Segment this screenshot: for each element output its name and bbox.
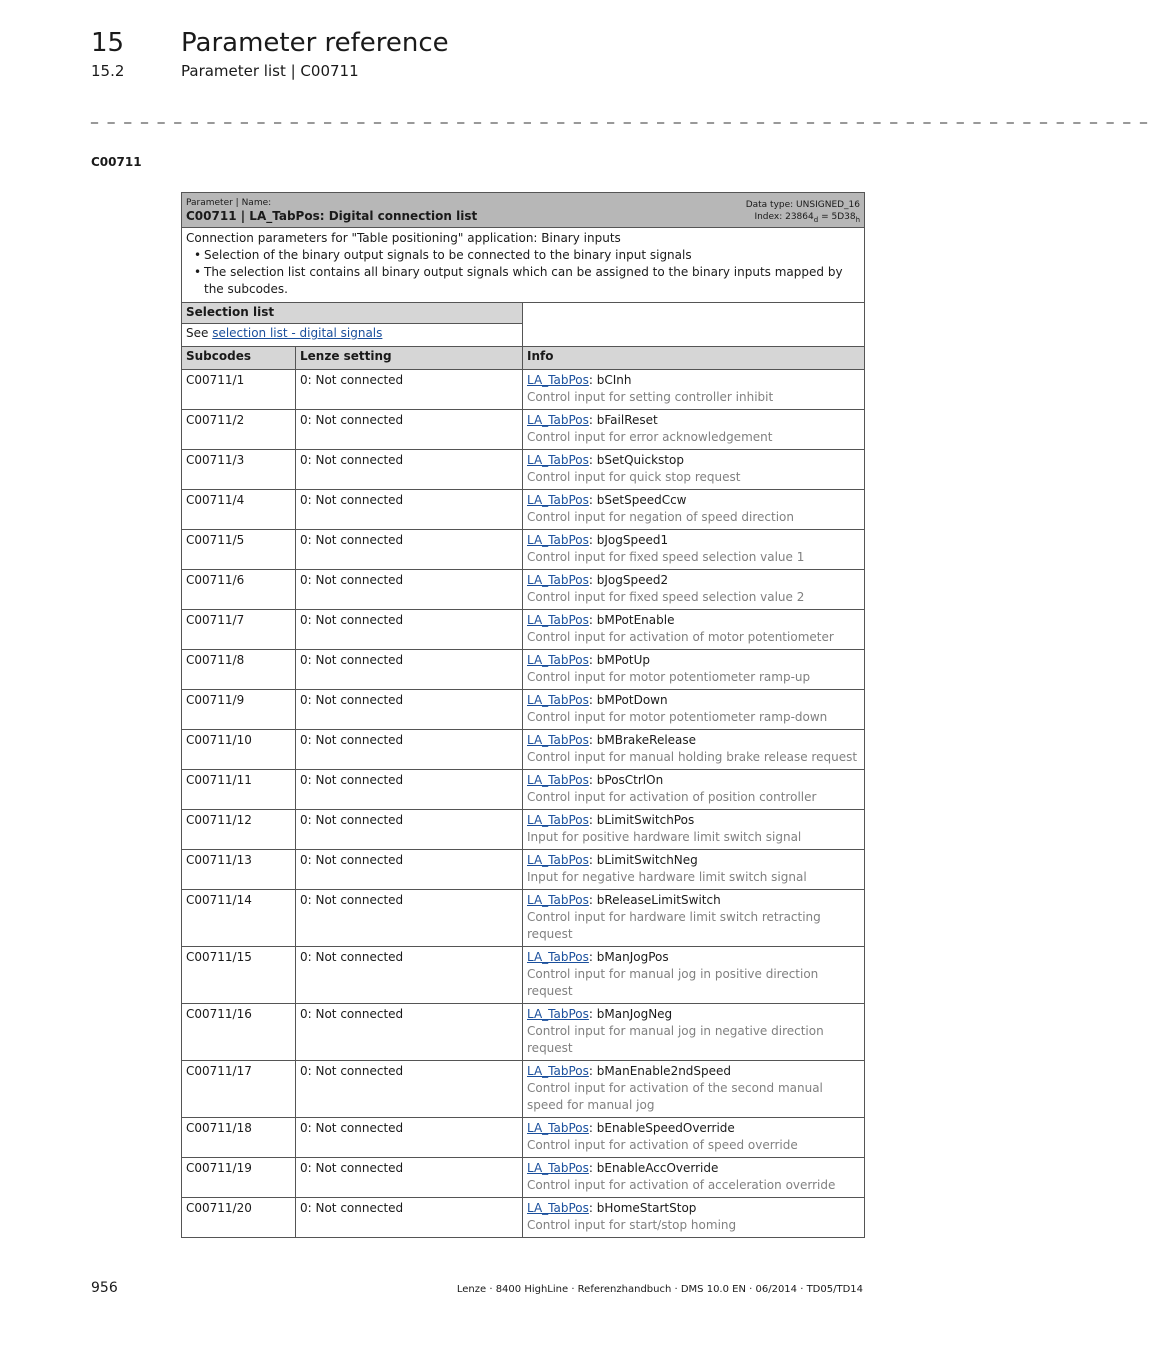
signal-name: : bManJogPos — [588, 950, 669, 964]
signal-name: : bSetSpeedCcw — [588, 493, 687, 507]
info-cell — [523, 690, 865, 730]
col-subcodes: Subcodes — [182, 347, 296, 370]
signal-description: Control input for motor potentiometer ramp-up — [527, 670, 811, 684]
info-cell — [523, 650, 865, 690]
info-cell — [523, 410, 865, 450]
signal-name: : bMPotUp — [588, 653, 650, 667]
parameter-label: Parameter | Name: — [186, 198, 272, 208]
subcode: C00711/15 — [182, 947, 296, 1004]
signal-description: Control input for hardware limit switch retracting request — [527, 910, 821, 941]
signal-name: : bJogSpeed2 — [588, 573, 669, 587]
la-tabpos-link[interactable]: LA_TabPos — [527, 1121, 589, 1135]
lenze-setting: 0: Not connected — [296, 730, 523, 770]
info-cell — [523, 947, 865, 1004]
table-row — [182, 530, 865, 570]
la-tabpos-link[interactable]: LA_TabPos — [527, 893, 589, 907]
lenze-setting: 0: Not connected — [296, 770, 523, 810]
table-row — [182, 410, 865, 450]
description-bullet: • The selection list contains all binary output signals which can be assigned to the binary inputs mapped by the subcodes. — [204, 264, 860, 298]
info-cell — [523, 370, 865, 410]
la-tabpos-link[interactable]: LA_TabPos — [527, 653, 589, 667]
signal-name: : bMPotDown — [588, 693, 668, 707]
lenze-setting: 0: Not connected — [296, 570, 523, 610]
lenze-setting: 0: Not connected — [296, 1158, 523, 1198]
table-row — [182, 770, 865, 810]
la-tabpos-link[interactable]: LA_TabPos — [527, 613, 589, 627]
data-type: Data type: UNSIGNED_16 — [745, 200, 861, 210]
selection-blank — [523, 303, 865, 347]
la-tabpos-link[interactable]: LA_TabPos — [527, 1007, 589, 1021]
table-row — [182, 890, 865, 947]
page-number: 956 — [91, 1280, 118, 1296]
subcode: C00711/9 — [182, 690, 296, 730]
parameter-description — [182, 228, 865, 303]
subcode: C00711/5 — [182, 530, 296, 570]
table-row — [182, 610, 865, 650]
info-cell — [523, 530, 865, 570]
info-cell — [523, 810, 865, 850]
subcode: C00711/10 — [182, 730, 296, 770]
description-intro: Connection parameters for "Table positioning" application: Binary inputs — [186, 231, 621, 245]
la-tabpos-link[interactable]: LA_TabPos — [527, 950, 589, 964]
parameter-table — [181, 192, 865, 1238]
description-bullet: • Selection of the binary output signals to be connected to the binary input signals — [204, 247, 860, 264]
section-title: Parameter list | C00711 — [181, 62, 359, 80]
signal-description: Control input for negation of speed direction — [527, 510, 794, 524]
table-row — [182, 450, 865, 490]
subcode: C00711/4 — [182, 490, 296, 530]
section-heading: C00711 — [91, 155, 142, 169]
chapter-title: Parameter reference — [181, 28, 449, 58]
subcode: C00711/2 — [182, 410, 296, 450]
la-tabpos-link[interactable]: LA_TabPos — [527, 453, 589, 467]
subcode: C00711/19 — [182, 1158, 296, 1198]
la-tabpos-link[interactable]: LA_TabPos — [527, 1161, 589, 1175]
table-row — [182, 1198, 865, 1238]
lenze-setting: 0: Not connected — [296, 890, 523, 947]
header-divider: _ _ _ _ _ _ _ _ _ _ _ _ _ _ _ _ _ _ _ _ _ _ _ _ _ _ _ _ _ _ _ _ _ _ _ _ _ _ _ _ _ _ _ _ _ _ _ _ _ _ _ _ _ _ _ _ _ _ _ _ _ _ _ _ — [91, 108, 1150, 124]
signal-name: : bSetQuickstop — [588, 453, 684, 467]
signal-description: Control input for manual jog in negative direction request — [527, 1024, 824, 1055]
la-tabpos-link[interactable]: LA_TabPos — [527, 853, 589, 867]
subcode: C00711/8 — [182, 650, 296, 690]
signal-description: Control input for setting controller inhibit — [527, 390, 774, 404]
table-row — [182, 1118, 865, 1158]
la-tabpos-link[interactable]: LA_TabPos — [527, 1064, 589, 1078]
lenze-setting: 0: Not connected — [296, 1004, 523, 1061]
signal-name: : bManEnable2ndSpeed — [588, 1064, 732, 1078]
subcode: C00711/6 — [182, 570, 296, 610]
signal-description: Input for negative hardware limit switch signal — [527, 870, 807, 884]
info-cell — [523, 1158, 865, 1198]
info-cell — [523, 610, 865, 650]
info-cell — [523, 450, 865, 490]
parameter-meta — [523, 193, 865, 228]
selection-list-link[interactable]: selection list - digital signals — [212, 326, 383, 340]
signal-name: : bLimitSwitchPos — [588, 813, 695, 827]
signal-name: : bPosCtrlOn — [588, 773, 664, 787]
chapter-number: 15 — [91, 28, 125, 58]
table-row — [182, 650, 865, 690]
lenze-setting: 0: Not connected — [296, 690, 523, 730]
lenze-setting: 0: Not connected — [296, 810, 523, 850]
table-row — [182, 1004, 865, 1061]
signal-name: : bEnableSpeedOverride — [588, 1121, 735, 1135]
table-row — [182, 947, 865, 1004]
table-row — [182, 730, 865, 770]
lenze-setting: 0: Not connected — [296, 490, 523, 530]
parameter-name: C00711 | LA_TabPos: Digital connection list — [186, 209, 478, 223]
signal-description: Control input for manual jog in positive direction request — [527, 967, 819, 998]
signal-description: Control input for motor potentiometer ramp-down — [527, 710, 828, 724]
la-tabpos-link[interactable]: LA_TabPos — [527, 733, 589, 747]
signal-description: Input for positive hardware limit switch signal — [527, 830, 802, 844]
subcode: C00711/1 — [182, 370, 296, 410]
lenze-setting: 0: Not connected — [296, 1198, 523, 1238]
signal-name: : bHomeStartStop — [588, 1201, 697, 1215]
selection-list-ref: See selection list - digital signals — [182, 324, 523, 347]
signal-description: Control input for fixed speed selection value 1 — [527, 550, 805, 564]
la-tabpos-link[interactable]: LA_TabPos — [527, 413, 589, 427]
info-cell — [523, 1198, 865, 1238]
signal-name: : bManJogNeg — [588, 1007, 673, 1021]
subcode: C00711/17 — [182, 1061, 296, 1118]
lenze-setting: 0: Not connected — [296, 1118, 523, 1158]
info-cell — [523, 890, 865, 947]
table-row — [182, 1061, 865, 1118]
signal-name: : bFailReset — [588, 413, 658, 427]
lenze-setting: 0: Not connected — [296, 947, 523, 1004]
section-number: 15.2 — [91, 62, 125, 80]
subcode: C00711/16 — [182, 1004, 296, 1061]
lenze-setting: 0: Not connected — [296, 850, 523, 890]
table-row — [182, 850, 865, 890]
la-tabpos-link[interactable]: LA_TabPos — [527, 1201, 589, 1215]
signal-description: Control input for fixed speed selection value 2 — [527, 590, 805, 604]
la-tabpos-link[interactable]: LA_TabPos — [527, 693, 589, 707]
info-cell — [523, 490, 865, 530]
signal-name: : bCInh — [588, 373, 632, 387]
table-row — [182, 490, 865, 530]
signal-description: Control input for activation of the second manual speed for manual jog — [527, 1081, 823, 1112]
signal-description: Control input for quick stop request — [527, 470, 741, 484]
la-tabpos-link[interactable]: LA_TabPos — [527, 493, 589, 507]
subcode: C00711/12 — [182, 810, 296, 850]
parameter-header — [182, 193, 865, 228]
signal-name: : bJogSpeed1 — [588, 533, 669, 547]
signal-description: Control input for error acknowledgement — [527, 430, 773, 444]
table-row — [182, 370, 865, 410]
la-tabpos-link[interactable]: LA_TabPos — [527, 773, 589, 787]
signal-description: Control input for activation of acceleration override — [527, 1178, 836, 1192]
info-cell — [523, 850, 865, 890]
la-tabpos-link[interactable]: LA_TabPos — [527, 373, 589, 387]
selection-list-heading: Selection list — [182, 303, 523, 324]
table-row — [182, 1158, 865, 1198]
signal-name: : bMPotEnable — [588, 613, 675, 627]
subcode: C00711/11 — [182, 770, 296, 810]
col-info: Info — [523, 347, 865, 370]
lenze-setting: 0: Not connected — [296, 370, 523, 410]
signal-name: : bMBrakeRelease — [588, 733, 697, 747]
lenze-setting: 0: Not connected — [296, 1061, 523, 1118]
info-cell — [523, 1061, 865, 1118]
subcode: C00711/20 — [182, 1198, 296, 1238]
lenze-setting: 0: Not connected — [296, 450, 523, 490]
lenze-setting: 0: Not connected — [296, 610, 523, 650]
signal-description: Control input for activation of position controller — [527, 790, 817, 804]
col-lenze-setting: Lenze setting — [296, 347, 523, 370]
signal-name: : bEnableAccOverride — [588, 1161, 719, 1175]
la-tabpos-link[interactable]: LA_TabPos — [527, 573, 589, 587]
table-row — [182, 690, 865, 730]
signal-name: : bLimitSwitchNeg — [588, 853, 698, 867]
document-info: Lenze · 8400 HighLine · Referenzhandbuch · DMS 10.0 EN · 06/2014 · TD05/TD14 — [456, 1284, 863, 1295]
lenze-setting: 0: Not connected — [296, 410, 523, 450]
la-tabpos-link[interactable]: LA_TabPos — [527, 533, 589, 547]
column-header-row — [182, 347, 865, 370]
info-cell — [523, 730, 865, 770]
info-cell — [523, 1118, 865, 1158]
subcode: C00711/18 — [182, 1118, 296, 1158]
subcode: C00711/3 — [182, 450, 296, 490]
subcode: C00711/7 — [182, 610, 296, 650]
lenze-setting: 0: Not connected — [296, 530, 523, 570]
parameter-index: Index: $23864_d = 5D38_h$ — [754, 212, 861, 224]
table-row — [182, 810, 865, 850]
signal-description: Control input for manual holding brake release request — [527, 750, 858, 764]
la-tabpos-link[interactable]: LA_TabPos — [527, 813, 589, 827]
info-cell — [523, 1004, 865, 1061]
info-cell — [523, 770, 865, 810]
signal-description: Control input for activation of motor potentiometer — [527, 630, 834, 644]
subcode: C00711/13 — [182, 850, 296, 890]
signal-description: Control input for start/stop homing — [527, 1218, 737, 1232]
lenze-setting: 0: Not connected — [296, 650, 523, 690]
subcode: C00711/14 — [182, 890, 296, 947]
signal-name: : bReleaseLimitSwitch — [588, 893, 721, 907]
info-cell — [523, 570, 865, 610]
signal-description: Control input for activation of speed override — [527, 1138, 798, 1152]
table-row — [182, 570, 865, 610]
